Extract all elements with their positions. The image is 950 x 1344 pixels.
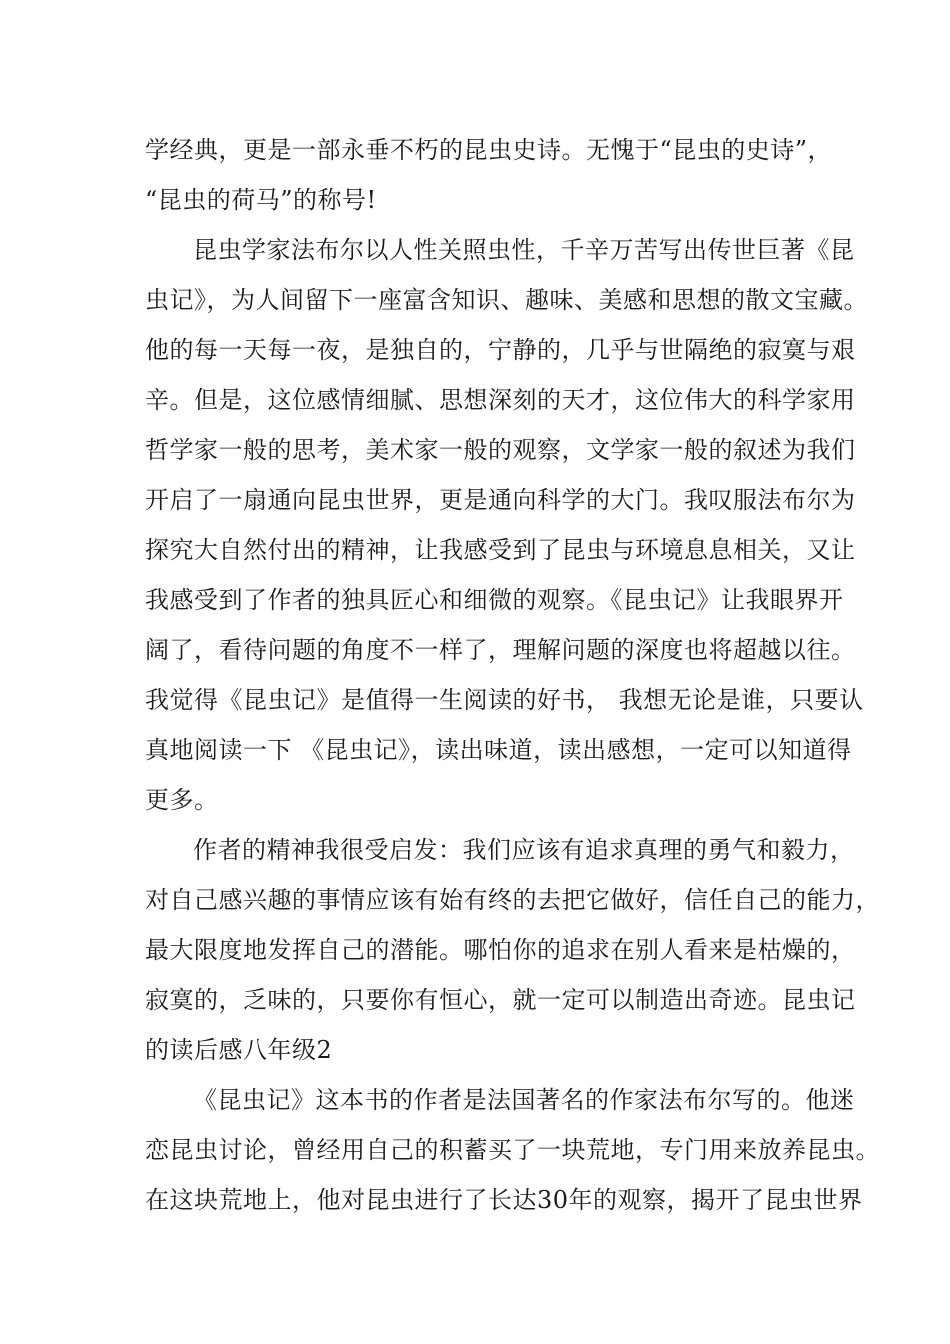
text-line: 真地阅读一下 《昆虫记》，读出味道，读出感想，一定可以知道得	[145, 736, 852, 764]
text-line: 辛。但是，这位感情细腻、思想深刻的天才，这位伟大的科学家用	[145, 386, 856, 414]
text-line: 学经典，更是一部永垂不朽的昆虫史诗。无愧于“昆虫的史诗”，	[145, 136, 833, 164]
text-line: 恋昆虫讨论，曾经用自己的积蓄买了一块荒地，专门用来放养昆虫。	[145, 1136, 880, 1164]
text-line: 最大限度地发挥自己的潜能。哪怕你的追求在别人看来是枯燥的，	[145, 936, 856, 964]
text-line: 我觉得《昆虫记》是值得一生阅读的好书， 我想无论是谁，只要认	[145, 686, 864, 714]
text-line: 更多。	[145, 786, 219, 814]
text-line: 在这块荒地上，他对昆虫进行了长达30年的观察，揭开了昆虫世界	[145, 1186, 863, 1214]
paragraph-first-line: 昆虫学家法布尔以人性关照虫性，千辛万苦写出传世巨著《昆	[193, 236, 855, 264]
paragraph-first-line: 作者的精神我很受启发：我们应该有追求真理的勇气和毅力，	[193, 836, 855, 864]
text-line: 寂寞的，乏味的，只要你有恒心，就一定可以制造出奇迹。昆虫记	[145, 986, 856, 1014]
text-line: 探究大自然付出的精神，让我感受到了昆虫与环境息息相关，又让	[145, 536, 856, 564]
text-line: “昆虫的荷马”的称号!	[145, 186, 377, 214]
text-line: 他的每一天每一夜，是独自的，宁静的，几乎与世隔绝的寂寞与艰	[145, 336, 856, 364]
text-line: 阔了，看待问题的角度不一样了，理解问题的深度也将超越以往。	[145, 636, 856, 664]
text-line: 开启了一扇通向昆虫世界，更是通向科学的大门。我叹服法布尔为	[145, 486, 856, 514]
text-line: 对自己感兴趣的事情应该有始有终的去把它做好，信任自己的能力，	[145, 886, 880, 914]
text-line: 我感受到了作者的独具匠心和细微的观察。《昆虫记》让我眼界开	[145, 586, 844, 614]
text-line: 虫记》，为人间留下一座富含知识、趣味、美感和思想的散文宝藏。	[145, 286, 868, 314]
paragraph-first-line: 《昆虫记》这本书的作者是法国著名的作家法布尔写的。他迷	[193, 1086, 855, 1114]
text-line: 的读后感八年级2	[145, 1036, 333, 1064]
text-line: 哲学家一般的思考，美术家一般的观察，文学家一般的叙述为我们	[145, 436, 856, 464]
